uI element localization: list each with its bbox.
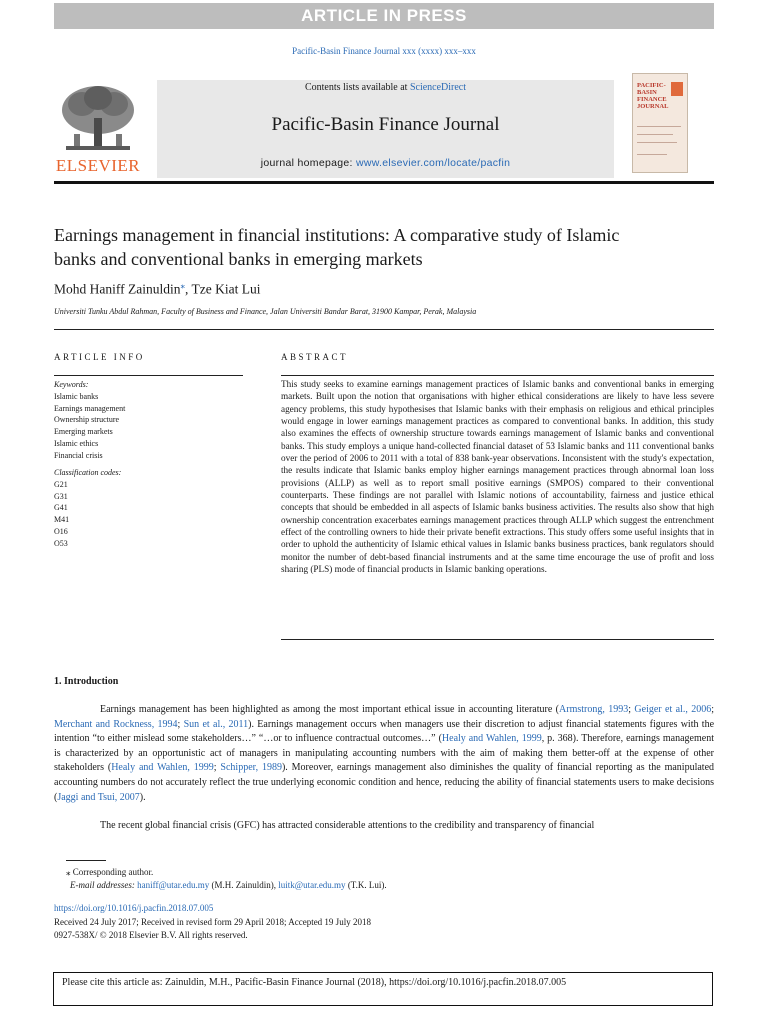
introduction-paragraph-2: The recent global financial crisis (GFC) has attracted considerable attentions to the credibility and transparency of financial — [100, 820, 595, 831]
cover-rule — [637, 134, 673, 135]
classification-code: G31 — [54, 491, 68, 501]
introduction-heading: 1. Introduction — [54, 676, 119, 687]
paragraph-text: ). — [139, 791, 146, 803]
contents-prefix: Contents lists available at — [304, 82, 410, 93]
abstract-text: This study seeks to examine earnings management practices of Islamic banks and conventional banks in emerging markets. Built upon the notion that organisations with higher ethical considerations are likely to have less severe agency problems, this study hypothesises that Islamic banks with their emphasis on religious and ethical principles would engage in lower earnings management practices as compared to conventional banks. In addition, this study also examines the effects of ownership structure towards earnings management of Islamic banks and conventional banks. This study employs a unique hand-collected financial dataset of 53 Islamic banks and 111 conventional banks over the period of 2006 to 2011 with a total of 838 bank-year observations. Inconsistent with the study's expectation, the results indicate that Islamic banks employ higher earnings management practices through abnormal loan loss provisions (ALLP) as well as to report small positive earnings (SMPOS) compared to their conventional counterparts. These findings are not parallel with Islamic notions of accountability, fairness and justice ethical concepts that should be embedded in all aspects of Islamic banks business activities. The results also show that high ownership concentration exacerbates earnings management practices through ALLP which suggest the entrenchment effect of the controlling owners to hide their private benefit extractions. This study offers some useful insights that in order to uphold the authenticity of Islamic ethical values in Islamic banks business practices, bank regulators should monitor the number of debt-based financial instruments and at the same time encourage the use of profit and loss sharing (PLS) mode of financial products in Islamic banking operations. — [281, 379, 714, 575]
keyword-item: Financial crisis — [54, 450, 103, 460]
classification-code: M41 — [54, 515, 70, 525]
cover-rule — [637, 126, 681, 127]
cover-rule — [637, 154, 667, 155]
keyword-item: Islamic ethics — [54, 438, 99, 448]
footnotes — [54, 866, 714, 892]
paragraph-text: ; — [213, 762, 221, 774]
paragraph-text: , p. 368). Therefore, earnings management is characterized by an opportunistic act of managers in manipulating accounting numbers with the aim of making them better-off at the expense of other stakeholders ( — [54, 733, 714, 774]
keywords-label: Keywords: — [54, 380, 89, 389]
journal-title: Pacific-Basin Finance Journal — [271, 114, 500, 135]
author-line — [54, 280, 260, 298]
paragraph-text: ; — [177, 718, 184, 730]
classification-codes-label: Classification codes: — [54, 468, 122, 477]
contents-availability-line — [157, 82, 614, 93]
paragraph-text: ). Moreover, earnings management also diminishes the quality of financial reporting as the manipulated accounting numbers do not accurately reflect the true underlying economic condition and hence, reducing the ability of financial statements users to make decisions ( — [54, 762, 715, 803]
paper-title: Earnings management in financial institutions: A comparative study of Islamic banks and conventional banks in emerging markets — [54, 225, 620, 269]
abstract-end-divider — [281, 639, 714, 640]
classification-code: O16 — [54, 526, 68, 536]
journal-homepage-line — [157, 157, 614, 169]
cover-emblem — [671, 82, 683, 96]
keyword-item: Ownership structure — [54, 415, 120, 425]
citation-text: Please cite this article as: Zainuldin, M.H., Pacific-Basin Finance Journal (2018), https://doi.org/10.1016/j.pacfin.2018.07.005 — [62, 977, 567, 988]
abstract-heading: ABSTRACT — [281, 352, 349, 362]
citation-link[interactable]: Healy and Wahlen, 1999 — [111, 762, 214, 774]
affiliation: Universiti Tunku Abdul Rahman, Faculty of Business and Finance, Jalan Universiti Bandar Barat, 31900 Kampar, Perak, Malaysia — [54, 307, 477, 316]
paragraph-text: ). Earnings management occurs when managers use their discretion to adjust financial statements figures with the intention “to either mislead some stakeholders…” “…or to influence contractual outcomes…” ( — [54, 718, 715, 745]
citation-link[interactable]: Armstrong, 1993 — [559, 704, 629, 715]
paragraph-text: ; — [711, 704, 714, 715]
classification-code: G41 — [54, 503, 68, 513]
article-info-divider — [54, 375, 243, 376]
footnote-divider — [66, 860, 106, 861]
publication-info — [54, 902, 714, 943]
article-in-press-banner: ARTICLE IN PRESS — [54, 3, 714, 29]
classification-code: O53 — [54, 538, 68, 548]
article-info-heading: ARTICLE INFO — [54, 352, 145, 362]
email-owner-2: (T.K. Lui). — [345, 880, 387, 890]
journal-cover-thumbnail[interactable] — [632, 73, 688, 173]
abstract-divider — [281, 375, 714, 376]
citation-link[interactable]: Sun et al., 2011 — [183, 718, 249, 730]
citation-link[interactable]: Geiger et al., 2006 — [634, 704, 712, 715]
received-dates: Received 24 July 2017; Received in revised form 29 April 2018; Accepted 19 July 2018 — [54, 916, 371, 927]
classification-code: G21 — [54, 479, 68, 489]
email-line — [54, 879, 714, 892]
introduction-paragraph-1 — [54, 703, 714, 805]
journal-reference-link[interactable]: Pacific-Basin Finance Journal xxx (xxxx) xxx–xxx — [292, 46, 476, 56]
copyright-line: 0927-538X/ © 2018 Elsevier B.V. All rights reserved. — [54, 930, 248, 940]
email-link-2[interactable]: luitk@utar.edu.my — [278, 880, 346, 890]
classification-codes-block — [54, 467, 244, 550]
cover-title: PACIFIC-BASIN FINANCE JOURNAL — [637, 82, 669, 110]
keyword-item: Earnings management — [54, 403, 126, 413]
corresponding-author-note: ⁎ Corresponding author. — [66, 867, 154, 877]
elsevier-wordmark: ELSEVIER — [55, 156, 141, 175]
homepage-prefix: journal homepage: — [260, 157, 356, 169]
keyword-item: Islamic banks — [54, 391, 99, 401]
keywords-block — [54, 379, 244, 462]
email-owner-1: (M.H. Zainuldin), — [209, 880, 279, 890]
corresponding-author-marker[interactable]: ⁎ — [180, 280, 185, 290]
email-label: E-mail addresses: — [70, 880, 135, 890]
citation-link[interactable]: Schipper, 1989 — [220, 762, 282, 774]
citation-link[interactable]: Jaggi and Tsui, 2007 — [57, 791, 140, 803]
header-divider — [54, 181, 714, 184]
email-link-1[interactable]: haniff@utar.edu.my — [137, 880, 210, 890]
citation-box — [53, 972, 713, 1006]
doi-link[interactable]: https://doi.org/10.1016/j.pacfin.2018.07.005 — [54, 903, 214, 913]
section-divider — [54, 329, 714, 330]
sciencedirect-link[interactable]: ScienceDirect — [409, 82, 467, 93]
cover-rule — [637, 142, 677, 143]
journal-homepage-link[interactable]: www.elsevier.com/locate/pacfin — [355, 157, 511, 169]
paragraph-text: Earnings management has been highlighted as among the most important ethical issue in accounting literature ( — [100, 704, 560, 715]
author-2[interactable]: , Tze Kiat Lui — [184, 281, 261, 297]
citation-link[interactable]: Merchant and Rockness, 1994 — [54, 718, 178, 730]
author-1[interactable]: Mohd Haniff Zainuldin — [54, 281, 181, 297]
paragraph-text: ; — [628, 704, 635, 715]
keyword-item: Emerging markets — [54, 427, 113, 437]
citation-link[interactable]: Healy and Wahlen, 1999 — [441, 733, 542, 745]
